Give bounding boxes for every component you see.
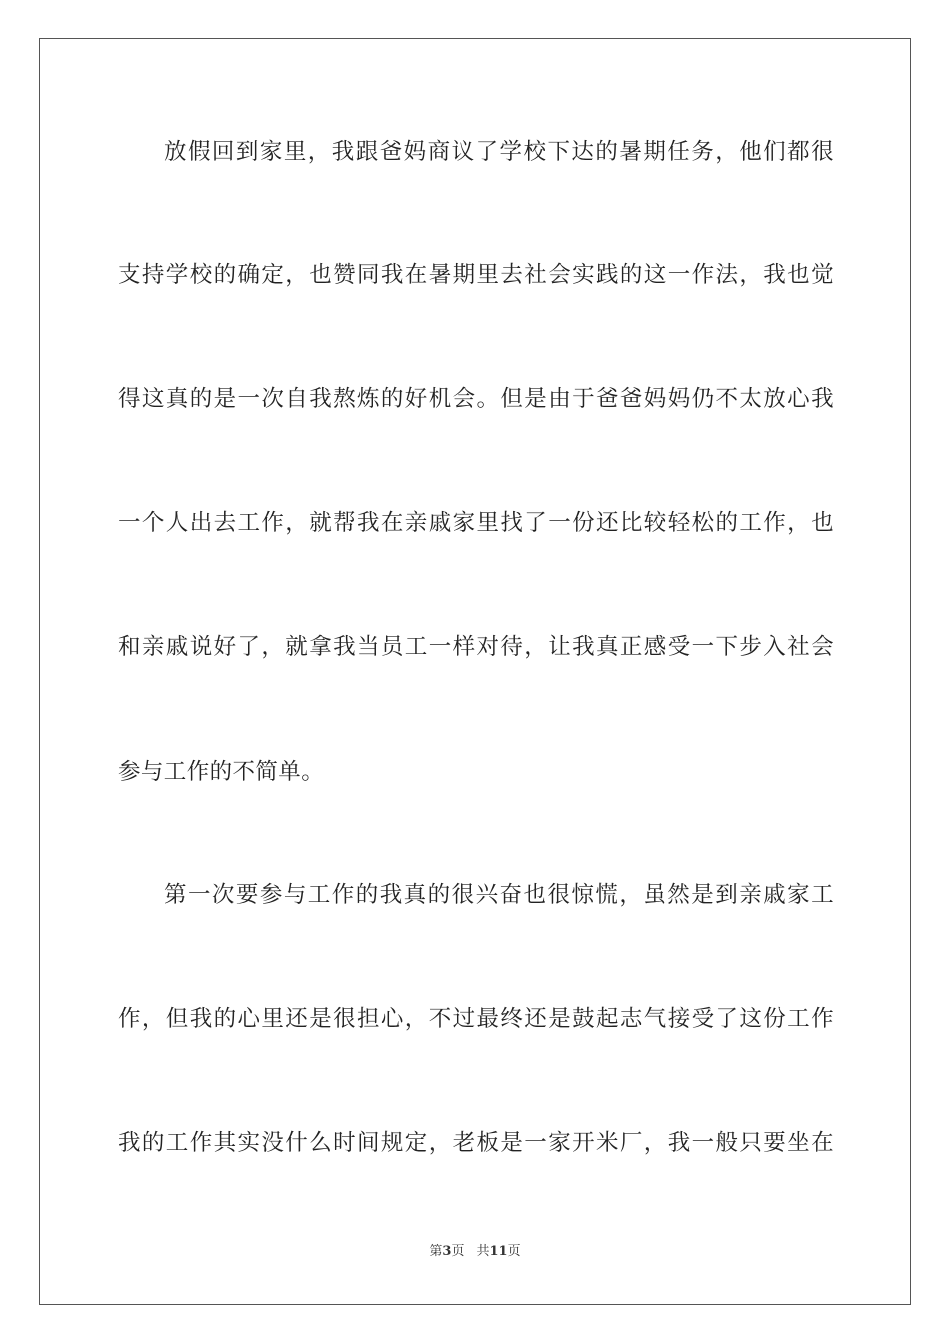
footer-page-suffix: 页 <box>451 1244 465 1259</box>
paragraph-1-line-3: 得这真的是一次自我熬炼的好机会。但是由于爸爸妈妈仍不太放心我 <box>118 386 834 412</box>
paragraph-3-line-1: 我的工作其实没什么时间规定，老板是一家开米厂，我一般只要坐在 <box>118 1130 834 1156</box>
footer-page-prefix: 第 <box>429 1244 443 1259</box>
footer-page-number: 3 <box>442 1244 452 1259</box>
paragraph-1-line-2: 支持学校的确定，也赞同我在暑期里去社会实践的这一作法，我也觉 <box>118 262 834 288</box>
footer-total-suffix: 页 <box>507 1244 521 1259</box>
footer-total-number: 11 <box>489 1244 508 1259</box>
paragraph-1-line-6: 参与工作的不简单。 <box>118 759 325 785</box>
page-footer <box>0 1243 950 1261</box>
paragraph-2-line-1: 第一次要参与工作的我真的很兴奋也很惊慌，虽然是到亲戚家工 <box>164 882 834 908</box>
paragraph-1-line-1: 放假回到家里，我跟爸妈商议了学校下达的暑期任务，他们都很 <box>164 139 834 165</box>
paragraph-2-line-2: 作，但我的心里还是很担心，不过最终还是鼓起志气接受了这份工作 <box>118 1006 834 1032</box>
footer-total-prefix: 共 <box>476 1244 490 1259</box>
paragraph-1-line-5: 和亲戚说好了，就拿我当员工一样对待，让我真正感受一下步入社会 <box>118 634 834 660</box>
paragraph-1-line-4: 一个人出去工作，就帮我在亲戚家里找了一份还比较轻松的工作，也 <box>118 510 834 536</box>
page-border <box>39 38 911 1305</box>
